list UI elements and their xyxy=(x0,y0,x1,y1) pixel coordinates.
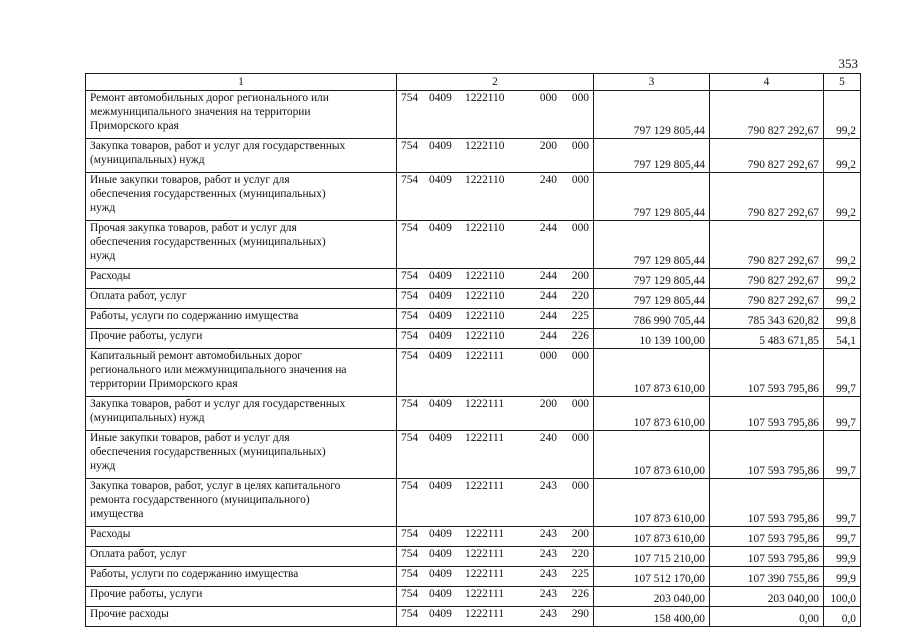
planned-amount: 797 129 805,44 xyxy=(594,269,710,289)
code-part: 754 xyxy=(401,528,419,540)
planned-amount: 203 040,00 xyxy=(594,587,710,607)
code-part: 754 xyxy=(401,398,419,410)
page-number: 353 xyxy=(838,56,858,71)
item-name: Оплата работ, услуг xyxy=(86,289,397,309)
code-part: 000 xyxy=(571,480,589,492)
actual-amount: 5 483 671,85 xyxy=(710,329,824,349)
item-name: Расходы xyxy=(86,527,397,547)
planned-amount: 107 873 610,00 xyxy=(594,349,710,397)
code-part: 754 xyxy=(401,174,419,186)
code-part: 1222111 xyxy=(465,480,505,492)
code-part: 754 xyxy=(401,568,419,580)
item-name: Ремонт автомобильных дорог регионального или межмуниципального значения на территории Приморского края xyxy=(86,91,397,139)
column-header-3: 3 xyxy=(594,74,710,91)
code-part: 754 xyxy=(401,588,419,600)
planned-amount: 107 715 210,00 xyxy=(594,547,710,567)
code-part: 226 xyxy=(571,330,589,342)
table-row xyxy=(86,479,861,527)
code-part: 0409 xyxy=(429,140,452,152)
actual-amount: 790 827 292,67 xyxy=(710,91,824,139)
code-part: 754 xyxy=(401,330,419,342)
code-part: 0409 xyxy=(429,310,452,322)
code-part: 200 xyxy=(539,140,557,152)
item-name: Закупка товаров, работ и услуг для государственных (муниципальных) нужд xyxy=(86,397,397,431)
budget-code xyxy=(397,329,594,349)
code-part: 1222110 xyxy=(465,330,505,342)
execution-percent: 54,1 xyxy=(824,329,861,349)
planned-amount: 107 873 610,00 xyxy=(594,397,710,431)
code-part: 0409 xyxy=(429,398,452,410)
actual-amount: 790 827 292,67 xyxy=(710,269,824,289)
actual-amount: 790 827 292,67 xyxy=(710,289,824,309)
code-part: 754 xyxy=(401,140,419,152)
execution-percent: 99,2 xyxy=(824,139,861,173)
item-name: Прочие работы, услуги xyxy=(86,587,397,607)
code-part: 754 xyxy=(401,608,419,620)
code-part: 000 xyxy=(571,174,589,186)
budget-code xyxy=(397,479,594,527)
budget-code xyxy=(397,349,594,397)
code-part: 243 xyxy=(539,588,557,600)
code-part: 000 xyxy=(571,92,589,104)
item-name: Расходы xyxy=(86,269,397,289)
budget-code xyxy=(397,587,594,607)
execution-percent: 99,7 xyxy=(824,527,861,547)
planned-amount: 10 139 100,00 xyxy=(594,329,710,349)
table-row xyxy=(86,607,861,627)
actual-amount: 790 827 292,67 xyxy=(710,221,824,269)
budget-code xyxy=(397,397,594,431)
code-part: 1222110 xyxy=(465,310,505,322)
code-part: 1222110 xyxy=(465,290,505,302)
code-part: 0409 xyxy=(429,480,452,492)
table-row xyxy=(86,349,861,397)
budget-code xyxy=(397,527,594,547)
code-part: 000 xyxy=(571,398,589,410)
budget-code xyxy=(397,269,594,289)
execution-percent: 99,7 xyxy=(824,431,861,479)
execution-percent: 99,2 xyxy=(824,269,861,289)
code-part: 0409 xyxy=(429,330,452,342)
code-part: 244 xyxy=(539,310,557,322)
column-header-4: 4 xyxy=(710,74,824,91)
budget-code xyxy=(397,221,594,269)
table-body xyxy=(86,74,861,627)
planned-amount: 107 873 610,00 xyxy=(594,431,710,479)
code-part: 754 xyxy=(401,290,419,302)
execution-percent: 99,7 xyxy=(824,349,861,397)
code-part: 0409 xyxy=(429,608,452,620)
code-part: 244 xyxy=(539,222,557,234)
code-part: 0409 xyxy=(429,432,452,444)
item-name: Работы, услуги по содержанию имущества xyxy=(86,309,397,329)
item-name: Иные закупки товаров, работ и услуг для обеспечения государственных (муниципальных) нужд xyxy=(86,173,397,221)
item-name: Работы, услуги по содержанию имущества xyxy=(86,567,397,587)
execution-percent: 99,2 xyxy=(824,173,861,221)
code-part: 1222111 xyxy=(465,528,505,540)
actual-amount: 107 593 795,86 xyxy=(710,397,824,431)
item-name: Закупка товаров, работ, услуг в целях капитального ремонта государственного (муниципального) имущества xyxy=(86,479,397,527)
table-row xyxy=(86,567,861,587)
actual-amount: 203 040,00 xyxy=(710,587,824,607)
item-name: Капитальный ремонт автомобильных дорог регионального или межмуниципального значения на территории Приморского края xyxy=(86,349,397,397)
code-part: 243 xyxy=(539,548,557,560)
code-part: 754 xyxy=(401,480,419,492)
code-part: 1222110 xyxy=(465,270,505,282)
planned-amount: 797 129 805,44 xyxy=(594,139,710,173)
code-part: 243 xyxy=(539,568,557,580)
planned-amount: 107 873 610,00 xyxy=(594,527,710,547)
code-part: 000 xyxy=(571,222,589,234)
code-part: 0409 xyxy=(429,270,452,282)
code-part: 754 xyxy=(401,432,419,444)
actual-amount: 107 390 755,86 xyxy=(710,567,824,587)
code-part: 1222111 xyxy=(465,350,505,362)
code-part: 244 xyxy=(539,330,557,342)
column-header-1: 1 xyxy=(86,74,397,91)
execution-percent: 99,9 xyxy=(824,547,861,567)
code-part: 1222110 xyxy=(465,222,505,234)
item-name: Закупка товаров, работ и услуг для государственных (муниципальных) нужд xyxy=(86,139,397,173)
table-row xyxy=(86,397,861,431)
table-row xyxy=(86,269,861,289)
actual-amount: 107 593 795,86 xyxy=(710,349,824,397)
table-row xyxy=(86,329,861,349)
code-part: 225 xyxy=(571,310,589,322)
execution-percent: 99,2 xyxy=(824,91,861,139)
code-part: 754 xyxy=(401,222,419,234)
code-part: 1222110 xyxy=(465,92,505,104)
actual-amount: 790 827 292,67 xyxy=(710,173,824,221)
code-part: 754 xyxy=(401,270,419,282)
planned-amount: 797 129 805,44 xyxy=(594,221,710,269)
code-part: 0409 xyxy=(429,528,452,540)
code-part: 243 xyxy=(539,608,557,620)
budget-table xyxy=(85,73,861,627)
code-part: 0409 xyxy=(429,174,452,186)
code-part: 1222111 xyxy=(465,608,505,620)
column-header-2: 2 xyxy=(397,74,594,91)
code-part: 1222111 xyxy=(465,588,505,600)
execution-percent: 99,9 xyxy=(824,567,861,587)
actual-amount: 107 593 795,86 xyxy=(710,479,824,527)
execution-percent: 99,7 xyxy=(824,397,861,431)
code-part: 000 xyxy=(571,432,589,444)
code-part: 1222111 xyxy=(465,398,505,410)
actual-amount: 790 827 292,67 xyxy=(710,139,824,173)
execution-percent: 99,8 xyxy=(824,309,861,329)
execution-percent: 99,2 xyxy=(824,221,861,269)
table-row xyxy=(86,221,861,269)
budget-code xyxy=(397,289,594,309)
execution-percent: 100,0 xyxy=(824,587,861,607)
table-header-row xyxy=(86,74,861,91)
actual-amount: 107 593 795,86 xyxy=(710,527,824,547)
code-part: 244 xyxy=(539,290,557,302)
item-name: Иные закупки товаров, работ и услуг для обеспечения государственных (муниципальных) нужд xyxy=(86,431,397,479)
code-part: 754 xyxy=(401,92,419,104)
table-row xyxy=(86,91,861,139)
code-part: 200 xyxy=(571,270,589,282)
budget-code xyxy=(397,567,594,587)
planned-amount: 797 129 805,44 xyxy=(594,173,710,221)
table-row xyxy=(86,527,861,547)
planned-amount: 797 129 805,44 xyxy=(594,91,710,139)
budget-code xyxy=(397,547,594,567)
table-row xyxy=(86,431,861,479)
code-part: 1222110 xyxy=(465,140,505,152)
code-part: 240 xyxy=(539,432,557,444)
table-row xyxy=(86,309,861,329)
table-row xyxy=(86,139,861,173)
code-part: 1222111 xyxy=(465,548,505,560)
code-part: 000 xyxy=(571,140,589,152)
budget-code xyxy=(397,91,594,139)
item-name: Оплата работ, услуг xyxy=(86,547,397,567)
execution-percent: 99,7 xyxy=(824,479,861,527)
code-part: 225 xyxy=(571,568,589,580)
planned-amount: 107 512 170,00 xyxy=(594,567,710,587)
table-row xyxy=(86,289,861,309)
table-row xyxy=(86,173,861,221)
execution-percent: 0,0 xyxy=(824,607,861,627)
column-header-5: 5 xyxy=(824,74,861,91)
actual-amount: 107 593 795,86 xyxy=(710,547,824,567)
code-part: 000 xyxy=(539,350,557,362)
execution-percent: 99,2 xyxy=(824,289,861,309)
code-part: 244 xyxy=(539,270,557,282)
code-part: 0409 xyxy=(429,588,452,600)
code-part: 1222111 xyxy=(465,568,505,580)
code-part: 0409 xyxy=(429,350,452,362)
code-part: 0409 xyxy=(429,290,452,302)
code-part: 0409 xyxy=(429,92,452,104)
actual-amount: 0,00 xyxy=(710,607,824,627)
code-part: 1222110 xyxy=(465,174,505,186)
planned-amount: 107 873 610,00 xyxy=(594,479,710,527)
planned-amount: 786 990 705,44 xyxy=(594,309,710,329)
code-part: 754 xyxy=(401,548,419,560)
item-name: Прочие расходы xyxy=(86,607,397,627)
code-part: 0409 xyxy=(429,568,452,580)
table-row xyxy=(86,587,861,607)
table-row xyxy=(86,547,861,567)
item-name: Прочая закупка товаров, работ и услуг для обеспечения государственных (муниципальных) нужд xyxy=(86,221,397,269)
code-part: 243 xyxy=(539,528,557,540)
code-part: 226 xyxy=(571,588,589,600)
code-part: 220 xyxy=(571,290,589,302)
code-part: 000 xyxy=(539,92,557,104)
code-part: 200 xyxy=(539,398,557,410)
code-part: 1222111 xyxy=(465,432,505,444)
code-part: 240 xyxy=(539,174,557,186)
code-part: 243 xyxy=(539,480,557,492)
actual-amount: 107 593 795,86 xyxy=(710,431,824,479)
actual-amount: 785 343 620,82 xyxy=(710,309,824,329)
code-part: 290 xyxy=(571,608,589,620)
code-part: 000 xyxy=(571,350,589,362)
planned-amount: 158 400,00 xyxy=(594,607,710,627)
budget-code xyxy=(397,139,594,173)
budget-code xyxy=(397,173,594,221)
budget-code xyxy=(397,607,594,627)
code-part: 754 xyxy=(401,310,419,322)
budget-code xyxy=(397,309,594,329)
planned-amount: 797 129 805,44 xyxy=(594,289,710,309)
code-part: 754 xyxy=(401,350,419,362)
code-part: 220 xyxy=(571,548,589,560)
budget-code xyxy=(397,431,594,479)
item-name: Прочие работы, услуги xyxy=(86,329,397,349)
code-part: 200 xyxy=(571,528,589,540)
code-part: 0409 xyxy=(429,548,452,560)
code-part: 0409 xyxy=(429,222,452,234)
